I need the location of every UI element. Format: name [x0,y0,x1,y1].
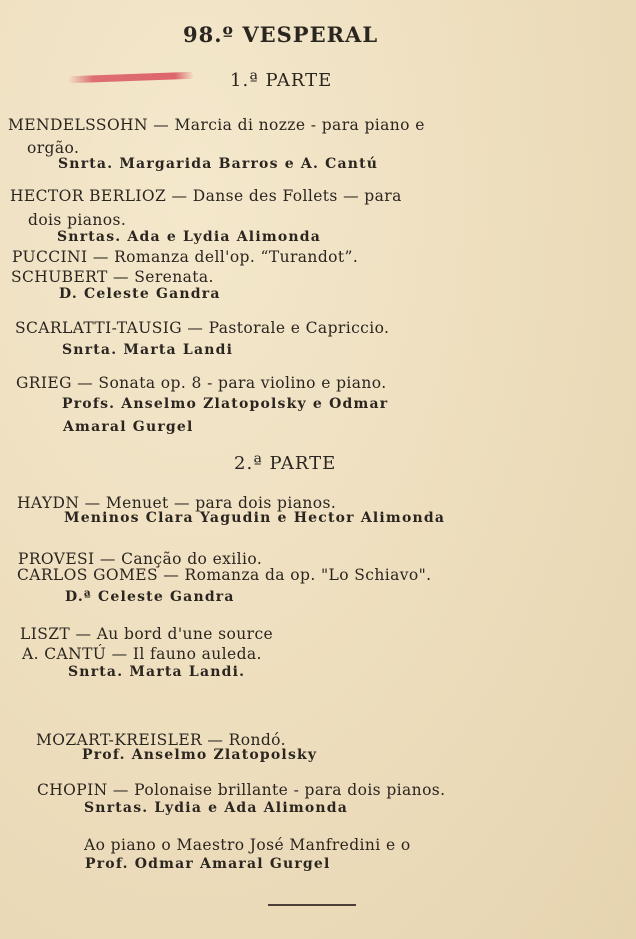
performer-schubert: D. Celeste Gandra [59,286,221,302]
performer-carlos-gomes: D.ª Celeste Gandra [65,589,235,605]
work-schubert: SCHUBERT — Serenata. [11,268,214,286]
red-pencil-mark [68,72,194,83]
performer-grieg: Profs. Anselmo Zlatopolsky e Odmar [62,396,389,412]
closing-line-1: Ao piano o Maestro José Manfredini e o [84,836,411,854]
work-berlioz: HECTOR BERLIOZ — Danse des Follets — para [10,187,402,205]
work-chopin: CHOPIN — Polonaise brillante - para dois pianos. [37,781,446,799]
performer-mozart-kreisler: Prof. Anselmo Zlatopolsky [82,747,318,763]
program-title: 98.º VESPERAL [183,22,379,47]
performer-haydn: Meninos Clara Yagudin e Hector Alimonda [64,510,446,526]
work-berlioz-cont: dois pianos. [28,211,127,229]
performer-berlioz: Snrtas. Ada e Lydia Alimonda [57,229,322,245]
performer-scarlatti: Snrta. Marta Landi [62,342,234,358]
closing-rule [268,904,356,906]
performer-mendelssohn: Snrta. Margarida Barros e A. Cantú [58,156,379,172]
work-mendelssohn: MENDELSSOHN — Marcia di nozze - para piano e [8,116,425,134]
work-cantu: A. CANTÚ — Il fauno auleda. [22,645,262,663]
work-mozart-kreisler: MOZART-KREISLER — Rondó. [36,731,286,749]
part-1-heading: 1.ª PARTE [230,70,333,91]
closing-line-2: Prof. Odmar Amaral Gurgel [85,856,331,872]
work-haydn: HAYDN — Menuet — para dois pianos. [17,494,337,512]
work-liszt: LISZT — Au bord d'une source [20,625,274,643]
part-2-heading: 2.ª PARTE [234,453,337,474]
work-carlos-gomes: CARLOS GOMES — Romanza da op. "Lo Schiavo". [17,566,432,584]
performer-chopin: Snrtas. Lydia e Ada Alimonda [84,800,349,816]
work-puccini: PUCCINI — Romanza dell'op. “Turandot”. [12,248,359,266]
work-scarlatti: SCARLATTI-TAUSIG — Pastorale e Capriccio. [15,319,390,337]
work-provesi: PROVESI — Canção do exilio. [18,550,263,568]
work-mendelssohn-cont: orgão. [27,139,80,157]
performer-cantu: Snrta. Marta Landi. [68,664,246,680]
performer-grieg-cont: Amaral Gurgel [63,419,194,435]
work-grieg: GRIEG — Sonata op. 8 - para violino e piano. [16,374,387,392]
